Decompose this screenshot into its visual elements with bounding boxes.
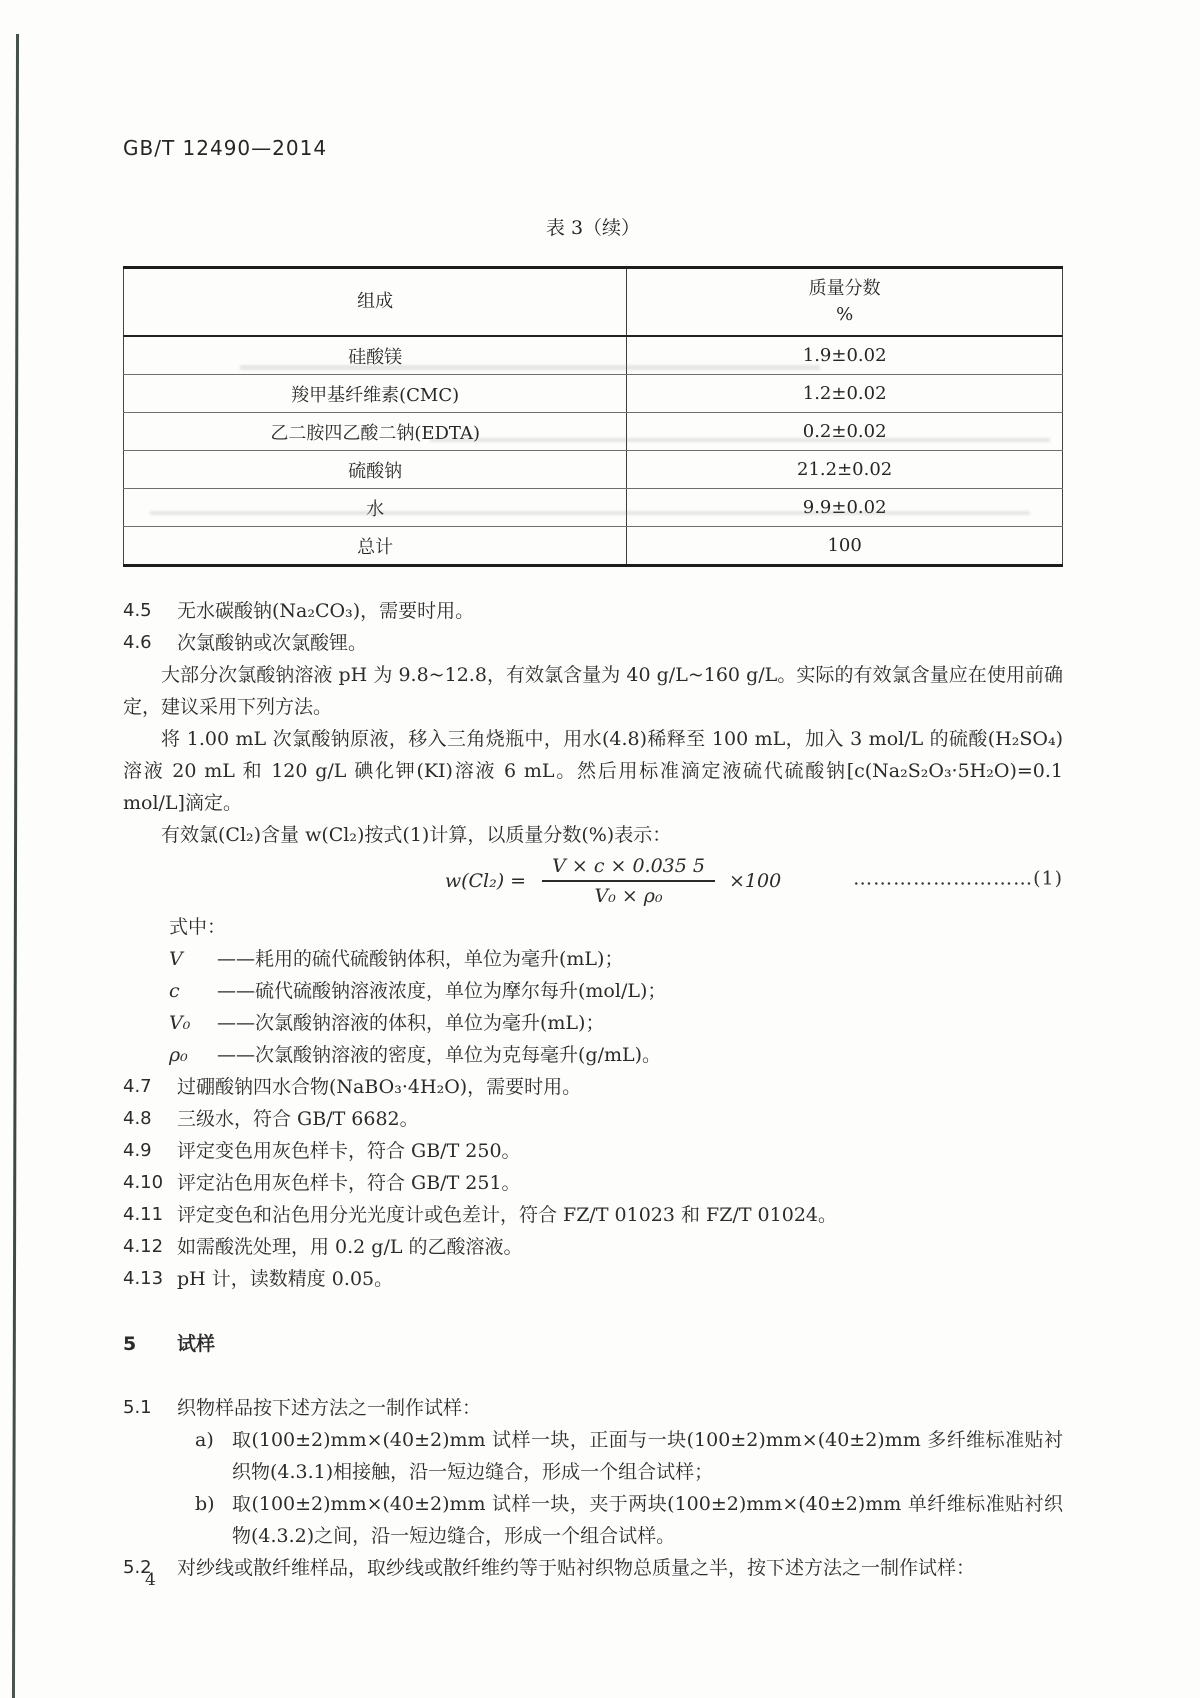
equation-fraction [542,855,715,907]
clause-number: 4.6 [123,632,152,653]
list-item-a [123,1424,1063,1488]
value-cell: 0.2±0.02 [627,413,1063,451]
clause-number: 4.13 [123,1268,164,1289]
list-marker: a) [195,1429,214,1451]
list-item-b [123,1488,1063,1552]
definition-V0 [123,1007,1063,1039]
equation-number: (1) [1033,867,1063,890]
clause-number: 4.5 [123,600,152,621]
clause-text: 过硼酸钠四水合物(NaBO₃·4H₂O)，需要时用。 [177,1076,582,1098]
fraction-numerator: V × c × 0.035 5 [542,855,715,882]
clause-number: 4.9 [123,1140,152,1161]
symbol: c [169,980,180,1002]
section-number: 5 [123,1333,137,1355]
component-cell: 硅酸镁 [124,336,627,375]
component-cell: 硫酸钠 [124,451,627,489]
list-text: 取(100±2)mm×(40±2)mm 试样一块，正面与一块(100±2)mm×(40±2)mm 多纤维标准贴衬织物(4.3.1)相接触，沿一短边缝合，形成一个组合试样； [232,1429,1063,1483]
equation-dots: ……………………… [853,867,1034,890]
clause-number: 4.7 [123,1076,152,1097]
scan-artifact [430,438,1050,442]
component-cell: 乙二胺四乙酸二钠(EDTA) [124,413,627,451]
list-text: 取(100±2)mm×(40±2)mm 试样一块，夹于两块(100±2)mm×(40±2)mm 单纤维标准贴衬织物(4.3.2)之间，沿一短边缝合，形成一个组合试样。 [232,1493,1063,1547]
equation-lhs: w(Cl₂) = [444,870,527,892]
standard-number-header: GB/T 12490—2014 [123,136,328,160]
value-cell: 1.9±0.02 [627,336,1063,375]
clause-4-6 [123,627,1063,659]
clause-4-11 [123,1199,1063,1231]
composition-table [123,266,1063,567]
fraction-denominator: V₀ × ρ₀ [594,885,663,907]
value-cell: 21.2±0.02 [627,451,1063,489]
clause-text: 织物样品按下述方法之一制作试样： [177,1397,482,1419]
equation-1 [123,851,1063,911]
where-label: 式中： [169,916,227,938]
symbol-description: ——耗用的硫代硫酸钠体积，单位为毫升(mL)； [217,948,624,970]
clause-number: 5.2 [123,1557,152,1578]
definition-V [123,943,1063,975]
list-marker: b) [195,1493,215,1515]
value-cell: 9.9±0.02 [627,489,1063,527]
table-row [124,451,1063,489]
symbol-description: ——硫代硫酸钠溶液浓度，单位为摩尔每升(mol/L)； [217,980,667,1002]
equation-body [445,855,781,907]
clause-4-12 [123,1231,1063,1263]
clause-number: 4.8 [123,1108,152,1129]
value-cell: 100 [627,527,1063,566]
scan-artifact [240,365,820,370]
scan-edge-artifact [12,34,19,1698]
symbol: ρ₀ [169,1044,188,1066]
table-row [124,413,1063,451]
table-row [124,527,1063,566]
clause-text: 无水碳酸钠(Na₂CO₃)，需要时用。 [177,600,475,622]
clause-text: 次氯酸钠或次氯酸锂。 [177,632,368,654]
clause-text: 评定沾色用灰色样卡，符合 GB/T 251。 [177,1172,521,1194]
table-row [124,375,1063,413]
component-cell: 羧甲基纤维素(CMC) [124,375,627,413]
page-content [123,0,1063,1584]
clauses-block [123,595,1063,1584]
clause-text: 评定变色和沾色用分光光度计或色差计，符合 FZ/T 01023 和 FZ/T 01024。 [177,1204,838,1226]
page-number: 4 [145,1570,156,1590]
clause-text: 对纱线或散纤维样品，取纱线或散纤维约等于贴衬织物总质量之半，按下述方法之一制作试样： [177,1557,976,1579]
clause-5-2 [123,1552,1063,1584]
symbol-description: ——次氯酸钠溶液的密度，单位为克每毫升(g/mL)。 [217,1044,662,1066]
table-header-row [124,268,1063,337]
definition-c [123,975,1063,1007]
table-caption: 表 3（续） [545,217,641,239]
clause-number: 4.10 [123,1172,164,1193]
paragraph-titration-method: 将 1.00 mL 次氯酸钠原液，移入三角烧瓶中，用水(4.8)稀释至 100 mL，加入 3 mol/L 的硫酸(H₂SO₄)溶液 20 mL 和 120 g/L 碘化钾(KI)溶液 6 mL。然后用标准滴定液硫代硫酸钠[c(Na₂S₂O₃·5H₂O)=0.1 mol/L]滴定。 [123,728,1063,814]
clause-5-1 [123,1392,1063,1424]
component-cell: 水 [124,489,627,527]
clause-4-13 [123,1263,1063,1295]
section-5-heading [123,1328,1063,1360]
value-cell: 1.2±0.02 [627,375,1063,413]
clause-4-8 [123,1103,1063,1135]
mass-fraction-label: 质量分数 [808,278,881,299]
section-title: 试样 [177,1333,216,1355]
column-header-composition: 组成 [124,268,627,337]
clause-4-9 [123,1135,1063,1167]
definition-rho0 [123,1039,1063,1071]
clause-text: 如需酸洗处理，用 0.2 g/L 的乙酸溶液。 [177,1236,523,1258]
clause-number: 4.12 [123,1236,164,1257]
symbol-description: ——次氯酸钠溶液的体积，单位为毫升(mL)； [217,1012,605,1034]
paragraph-formula-intro: 有效氯(Cl₂)含量 w(Cl₂)按式(1)计算，以质量分数(%)表示： [161,824,672,846]
equation-reference [853,862,1063,894]
scan-artifact [150,511,1030,515]
column-header-mass-fraction [627,268,1063,337]
mass-fraction-unit: % [836,304,854,325]
clause-text: 评定变色用灰色样卡，符合 GB/T 250。 [177,1140,521,1162]
clause-text: 三级水，符合 GB/T 6682。 [177,1108,419,1130]
clause-text: pH 计，读数精度 0.05。 [177,1268,394,1290]
table-row [124,489,1063,527]
paragraph-hypochlorite-info: 大部分次氯酸钠溶液 pH 为 9.8~12.8，有效氯含量为 40 g/L~160 g/L。实际的有效氯含量应在使用前确定，建议采用下列方法。 [123,664,1063,718]
clause-4-5 [123,595,1063,627]
clause-number: 4.11 [123,1204,164,1225]
symbol: V₀ [169,1012,191,1034]
component-cell: 总计 [357,536,394,558]
equation-factor: ×100 [728,870,782,892]
clause-4-7 [123,1071,1063,1103]
symbol: V [169,948,183,970]
clause-4-10 [123,1167,1063,1199]
clause-number: 5.1 [123,1397,152,1418]
